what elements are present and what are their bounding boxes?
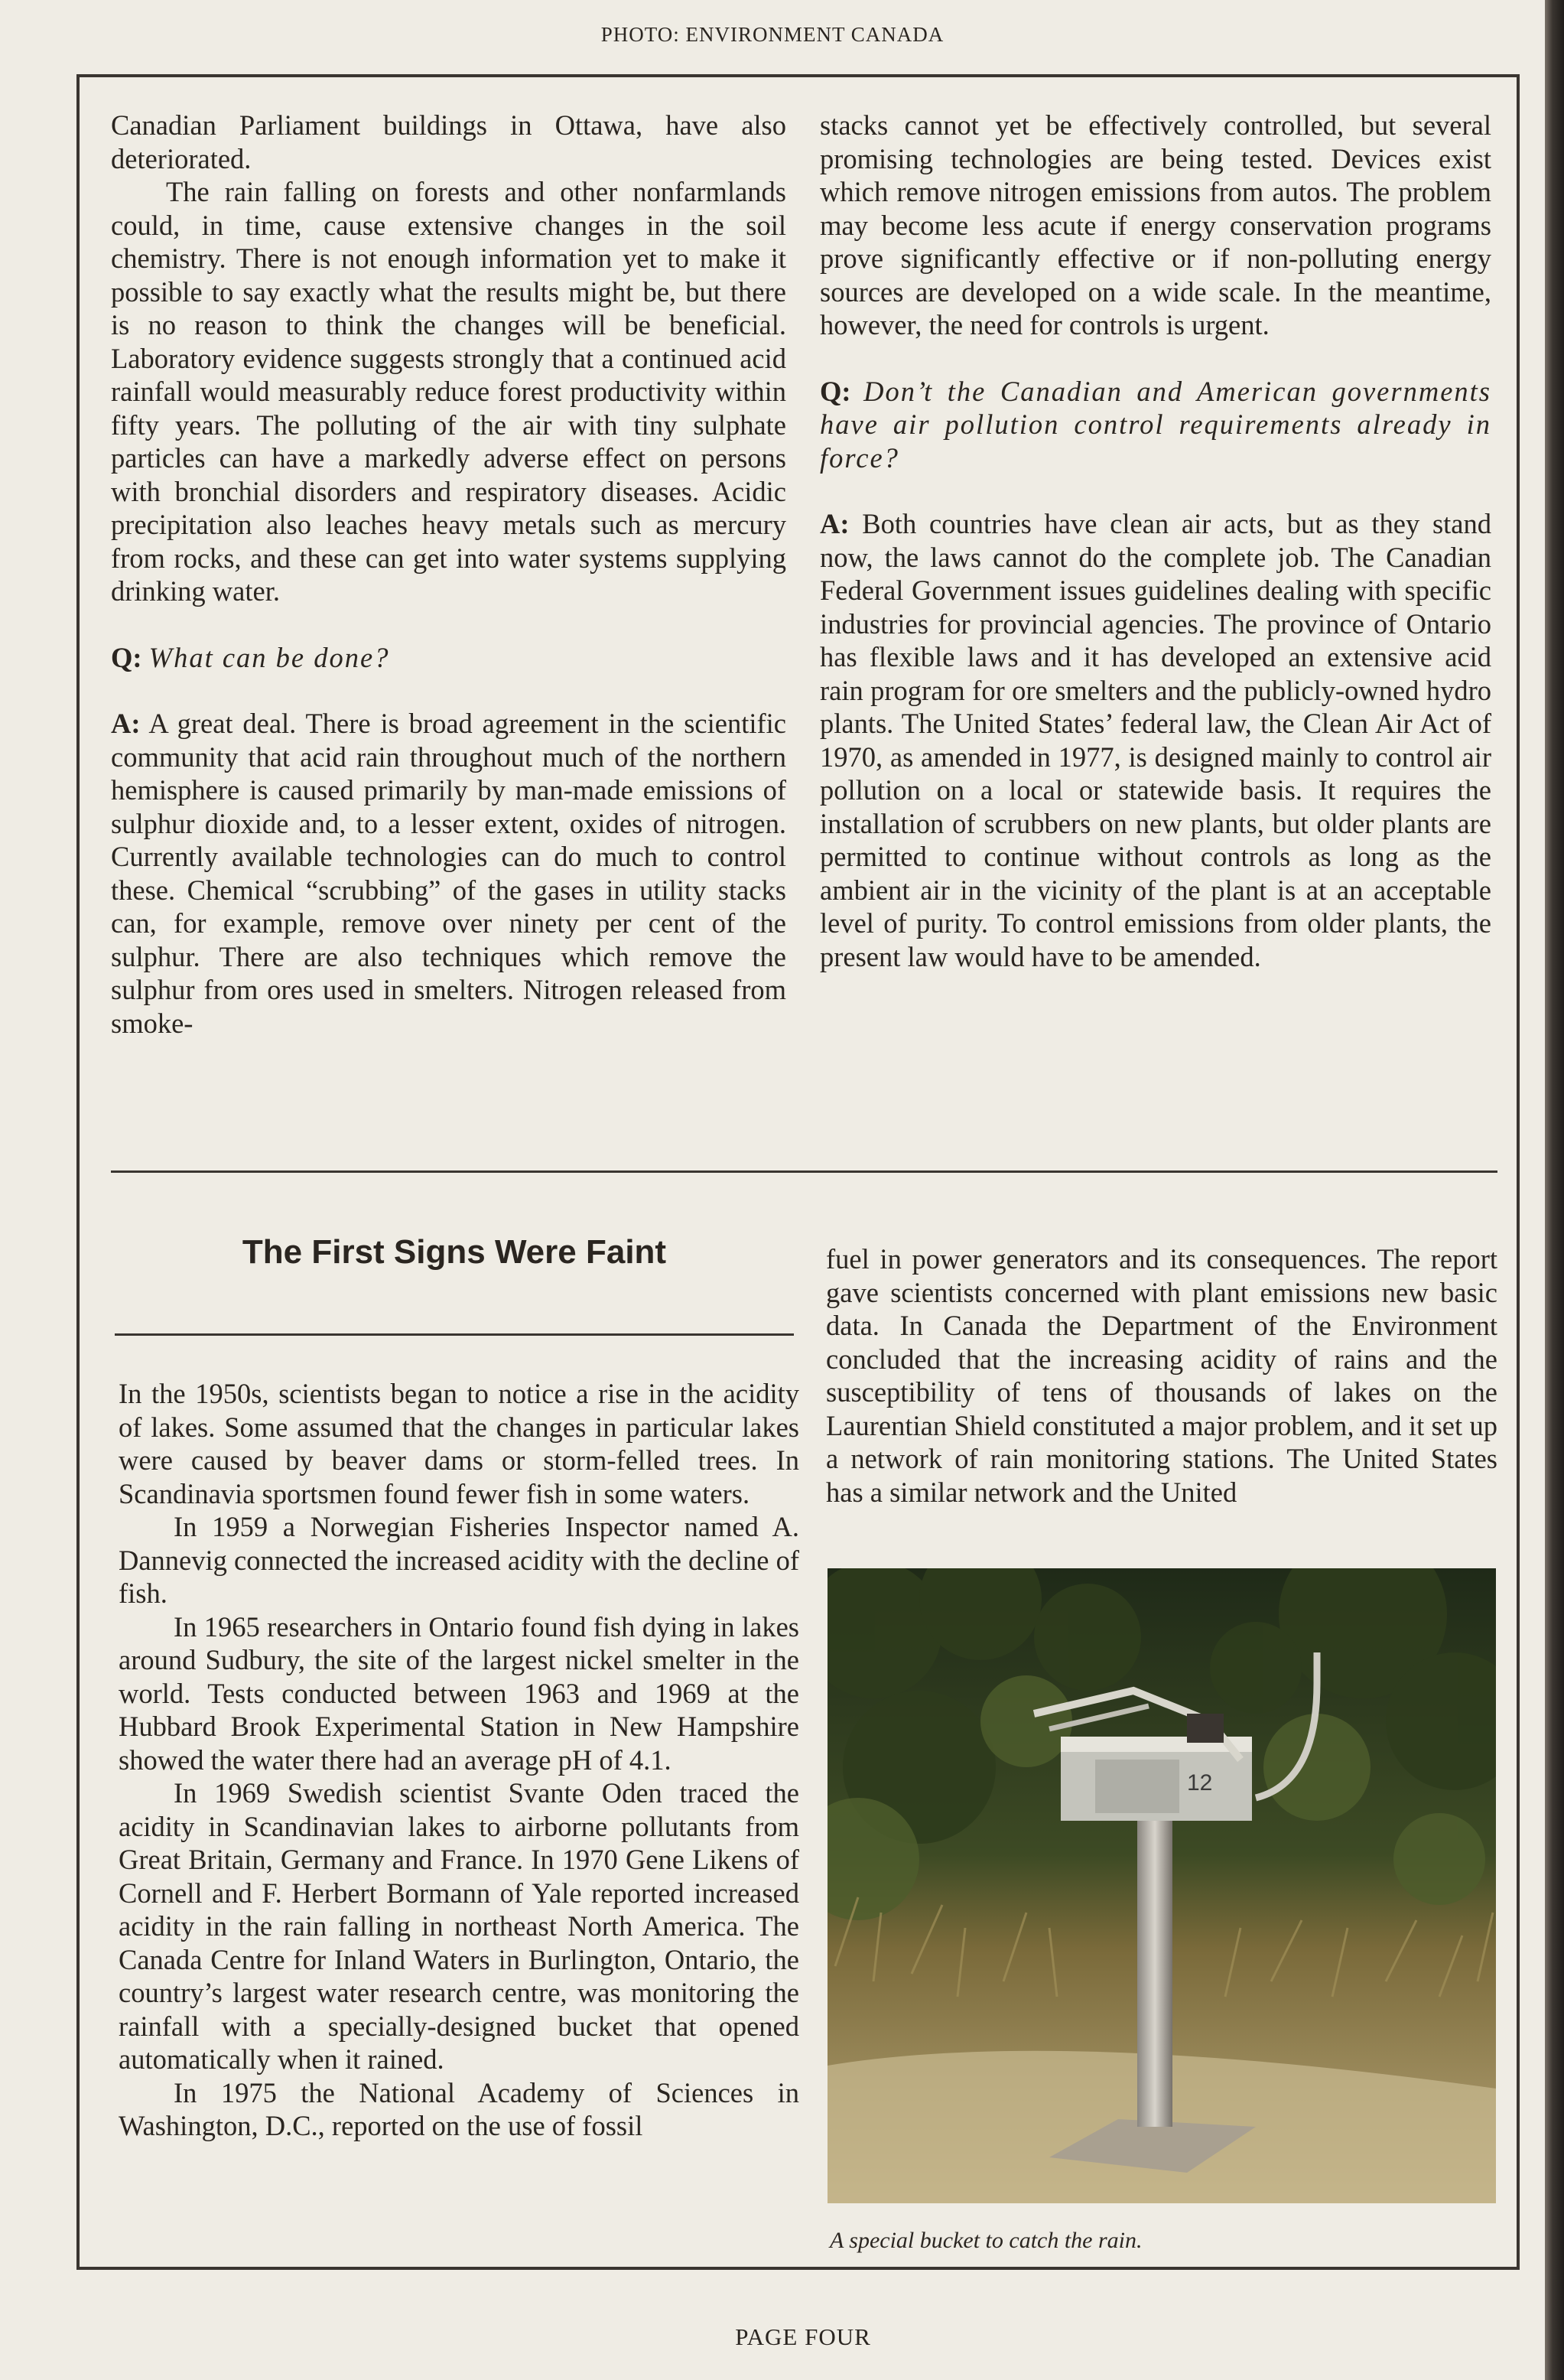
paragraph-text: In 1959 a Norwegian Fisheries Inspector named A. Dannevig connected the increased acidity with the decline of fish.	[119, 1511, 799, 1609]
paragraph-text: The rain falling on forests and other nonfarmlands could, in time, cause extensive changes in the soil chemistry. There is not enough information yet to make it possible to say exactly what the results might be, but there is no reason to think the changes will be beneficial. Laboratory evidence suggests strongly that a continued acid rainfall would measurably reduce forest productivity within fifty years. The polluting of the air with tiny sulphate particles can have a markedly adverse effect on persons with bronchial disorders and respiratory diseases. Acidic precipitation also leaches heavy metals such as mercury from rocks, and these can get into water systems supplying drinking water.	[111, 176, 786, 607]
paragraph-gap	[111, 608, 786, 641]
question-paragraph	[111, 641, 786, 675]
photo-credit: PHOTO: ENVIRONMENT CANADA	[600, 23, 945, 46]
body-paragraph	[119, 2076, 799, 2143]
question-text: What can be done?	[148, 641, 390, 673]
answer-label: A:	[111, 708, 141, 739]
question-text: Don’t the Canadian and American governments have air pollution control requirements already in force?	[820, 375, 1491, 474]
body-paragraph	[119, 1776, 799, 2076]
body-paragraph	[826, 1242, 1497, 1509]
paragraph-text: In 1969 Swedish scientist Svante Oden traced the acidity in Scandinavian lakes to airborne pollutants from Great Britain, Germany and France. In 1970 Gene Likens of Cornell and F. Herbert Bormann of Yale reported increased acidity in the rain falling in northeast North America. The Canada Centre for Inland Waters in Burlington, Ontario, the country’s largest water research centre, was monitoring the rainfall with a specially-designed bucket that opened automatically when it rained.	[119, 1777, 799, 2075]
paragraph-text: In 1965 researchers in Ontario found fish dying in lakes around Sudbury, the site of the largest nickel smelter in the world. Tests conducted between 1963 and 1969 at the Hubbard Brook Experimental Station in New Hampshire showed the water there had an average pH of 4.1.	[119, 1610, 799, 1776]
section-headline: The First Signs Were Faint	[242, 1233, 667, 1271]
body-paragraph	[820, 109, 1491, 342]
article-column-bottom-left	[119, 1377, 799, 2143]
paragraph-text: In 1975 the National Academy of Sciences in Washington, D.C., reported on the use of fossil	[119, 2076, 799, 2141]
paragraph-gap	[820, 474, 1491, 507]
answer-paragraph	[111, 707, 786, 1040]
question-label: Q:	[111, 641, 142, 673]
question-label: Q:	[820, 375, 851, 407]
rain-bucket-photo	[828, 1568, 1496, 2203]
body-paragraph	[111, 175, 786, 608]
paragraph-text: Canadian Parliament buildings in Ottawa, have also deteriorated.	[111, 109, 786, 174]
page-number: PAGE FOUR	[735, 2323, 871, 2350]
paragraph-text: stacks cannot yet be effectively controlled, but several promising technologies are being tested. Devices exist which remove nitrogen emissions from autos. The problem may become less acute if energy conservation programs prove significantly effective or if non-polluting energy sources are developed on a wide scale. In the meantime, however, the need for controls is urgent.	[820, 109, 1491, 340]
paragraph-gap	[111, 674, 786, 707]
paragraph-gap	[820, 342, 1491, 375]
body-paragraph	[119, 1377, 799, 1510]
article-column-top-right	[820, 109, 1491, 973]
photo-caption: A special bucket to catch the rain.	[830, 2228, 1143, 2253]
question-paragraph	[820, 375, 1491, 475]
section-divider	[111, 1170, 1497, 1173]
headline-rule	[115, 1333, 794, 1336]
answer-paragraph	[820, 507, 1491, 973]
answer-label: A:	[820, 508, 850, 539]
bucket-number-label: 12	[1187, 1770, 1213, 1796]
article-column-bottom-right	[826, 1242, 1497, 1509]
paragraph-text: fuel in power generators and its consequences. The report gave scientists concerned with plant emissions new basic data. In Canada the Department of the Environment concluded that the increasing acidity of rains and the susceptibility of tens of thousands of lakes on the Laurentian Shield constituted a major problem, and it set up a network of rain monitoring stations. The United States has a similar network and the United	[826, 1243, 1497, 1508]
answer-text: Both countries have clean air acts, but as they stand now, the laws cannot do the complete job. The Canadian Federal Government issues guidelines dealing with specific industries for provincial agencies. The province of Ontario has flexible laws and it has developed an extensive acid rain program for ore smelters and the publicly-owned hydro plants. The United States’ federal law, the Clean Air Act of 1970, as amended in 1977, is designed mainly to control air pollution on a local or statewide basis. It requires the installation of scrubbers on new plants, but older plants are permitted to continue without controls as long as the ambient air in the vicinity of the plant is at an acceptable level of purity. To control emissions from older plants, the present law would have to be amended.	[820, 508, 1491, 972]
page-edge	[1545, 0, 1564, 2380]
article-column-top-left	[111, 109, 786, 1040]
body-paragraph	[119, 1510, 799, 1610]
body-paragraph	[111, 109, 786, 175]
body-paragraph	[119, 1610, 799, 1777]
answer-text: A great deal. There is broad agreement in the scientific community that acid rain throughout much of the northern hemisphere is caused primarily by man-made emissions of sulphur dioxide and, to a lesser extent, oxides of nitrogen. Currently available technologies can do much to control these. Chemical “scrubbing” of the gases in utility stacks can, for example, remove over ninety per cent of the sulphur. There are also techniques which remove the sulphur from ores used in smelters. Nitrogen released from smoke-	[111, 708, 786, 1039]
paragraph-text: In the 1950s, scientists began to notice a rise in the acidity of lakes. Some assumed that the changes in particular lakes were caused by beaver dams or storm-felled trees. In Scandinavia sportsmen found fewer fish in some waters.	[119, 1378, 799, 1509]
